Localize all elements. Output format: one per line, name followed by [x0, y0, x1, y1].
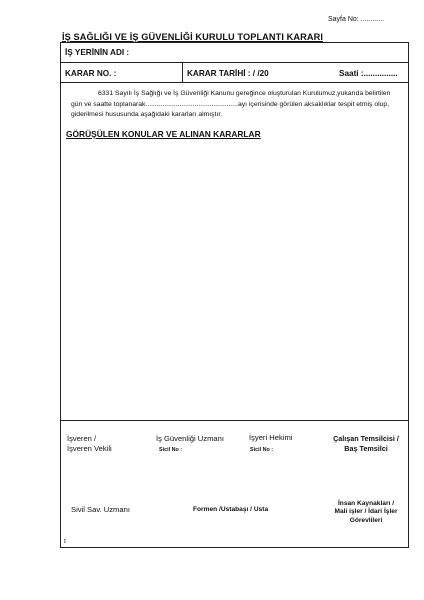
doctor-sicil: Sicil No : [250, 447, 274, 453]
safety-expert-signatory: İş Güvenliği Uzmanı [156, 434, 224, 443]
foreman-signatory: Formen /Ustabaşı / Usta [193, 506, 269, 513]
intro-text: 6331 Sayılı İş Sağlığı ve İş Güvenliği Kanunu gereğince oluşturulan Kurulumuz,yukarıda belirtilen gün ve saatte toplanarak.................................................ayı içerisinde görülen aksaklıklar tespit etmiş olup, giderilmesi hususunda aşağıdaki kararları almıştır. [71, 90, 391, 119]
page-number: Sayfa No: ............ [328, 16, 385, 23]
discussed-heading: GÖRÜŞÜLEN KONULAR VE ALINAN KARARLAR [66, 129, 261, 139]
decision-body [60, 82, 409, 548]
decision-divider [182, 63, 183, 82]
form-title: İŞ SAĞLIĞI VE İŞ GÜVENLİĞİ KURULU TOPLANTI KARARI [62, 32, 323, 42]
safety-expert-sicil: Sicil No : [159, 447, 183, 453]
civil-defense-signatory: Sivil Sav. Uzmanı [71, 505, 130, 514]
workplace-row [60, 42, 409, 63]
decision-no-label: KARAR NO. : [65, 69, 117, 78]
signature-divider [61, 420, 408, 421]
workplace-label: İŞ YERİNİN ADI : [65, 48, 130, 57]
doctor-signatory: İşyeri Hekimi [249, 433, 293, 442]
side-mark: ▪▪▪ [62, 538, 67, 543]
hr-signatory: İnsan Kaynakları / Mali işler / İdari İşler Görevlileri [334, 500, 398, 524]
employer-signatory: İşveren / İşveren Vekili [67, 434, 112, 453]
employee-rep-signatory: Çalışan Temsilcisi / Baş Temsilci [333, 434, 399, 453]
decision-row [60, 62, 409, 83]
decision-date-label: KARAR TARİHİ : / /20 [187, 69, 269, 78]
decision-time-label: Saati :............... [339, 69, 398, 78]
intro-paragraph [71, 89, 396, 121]
